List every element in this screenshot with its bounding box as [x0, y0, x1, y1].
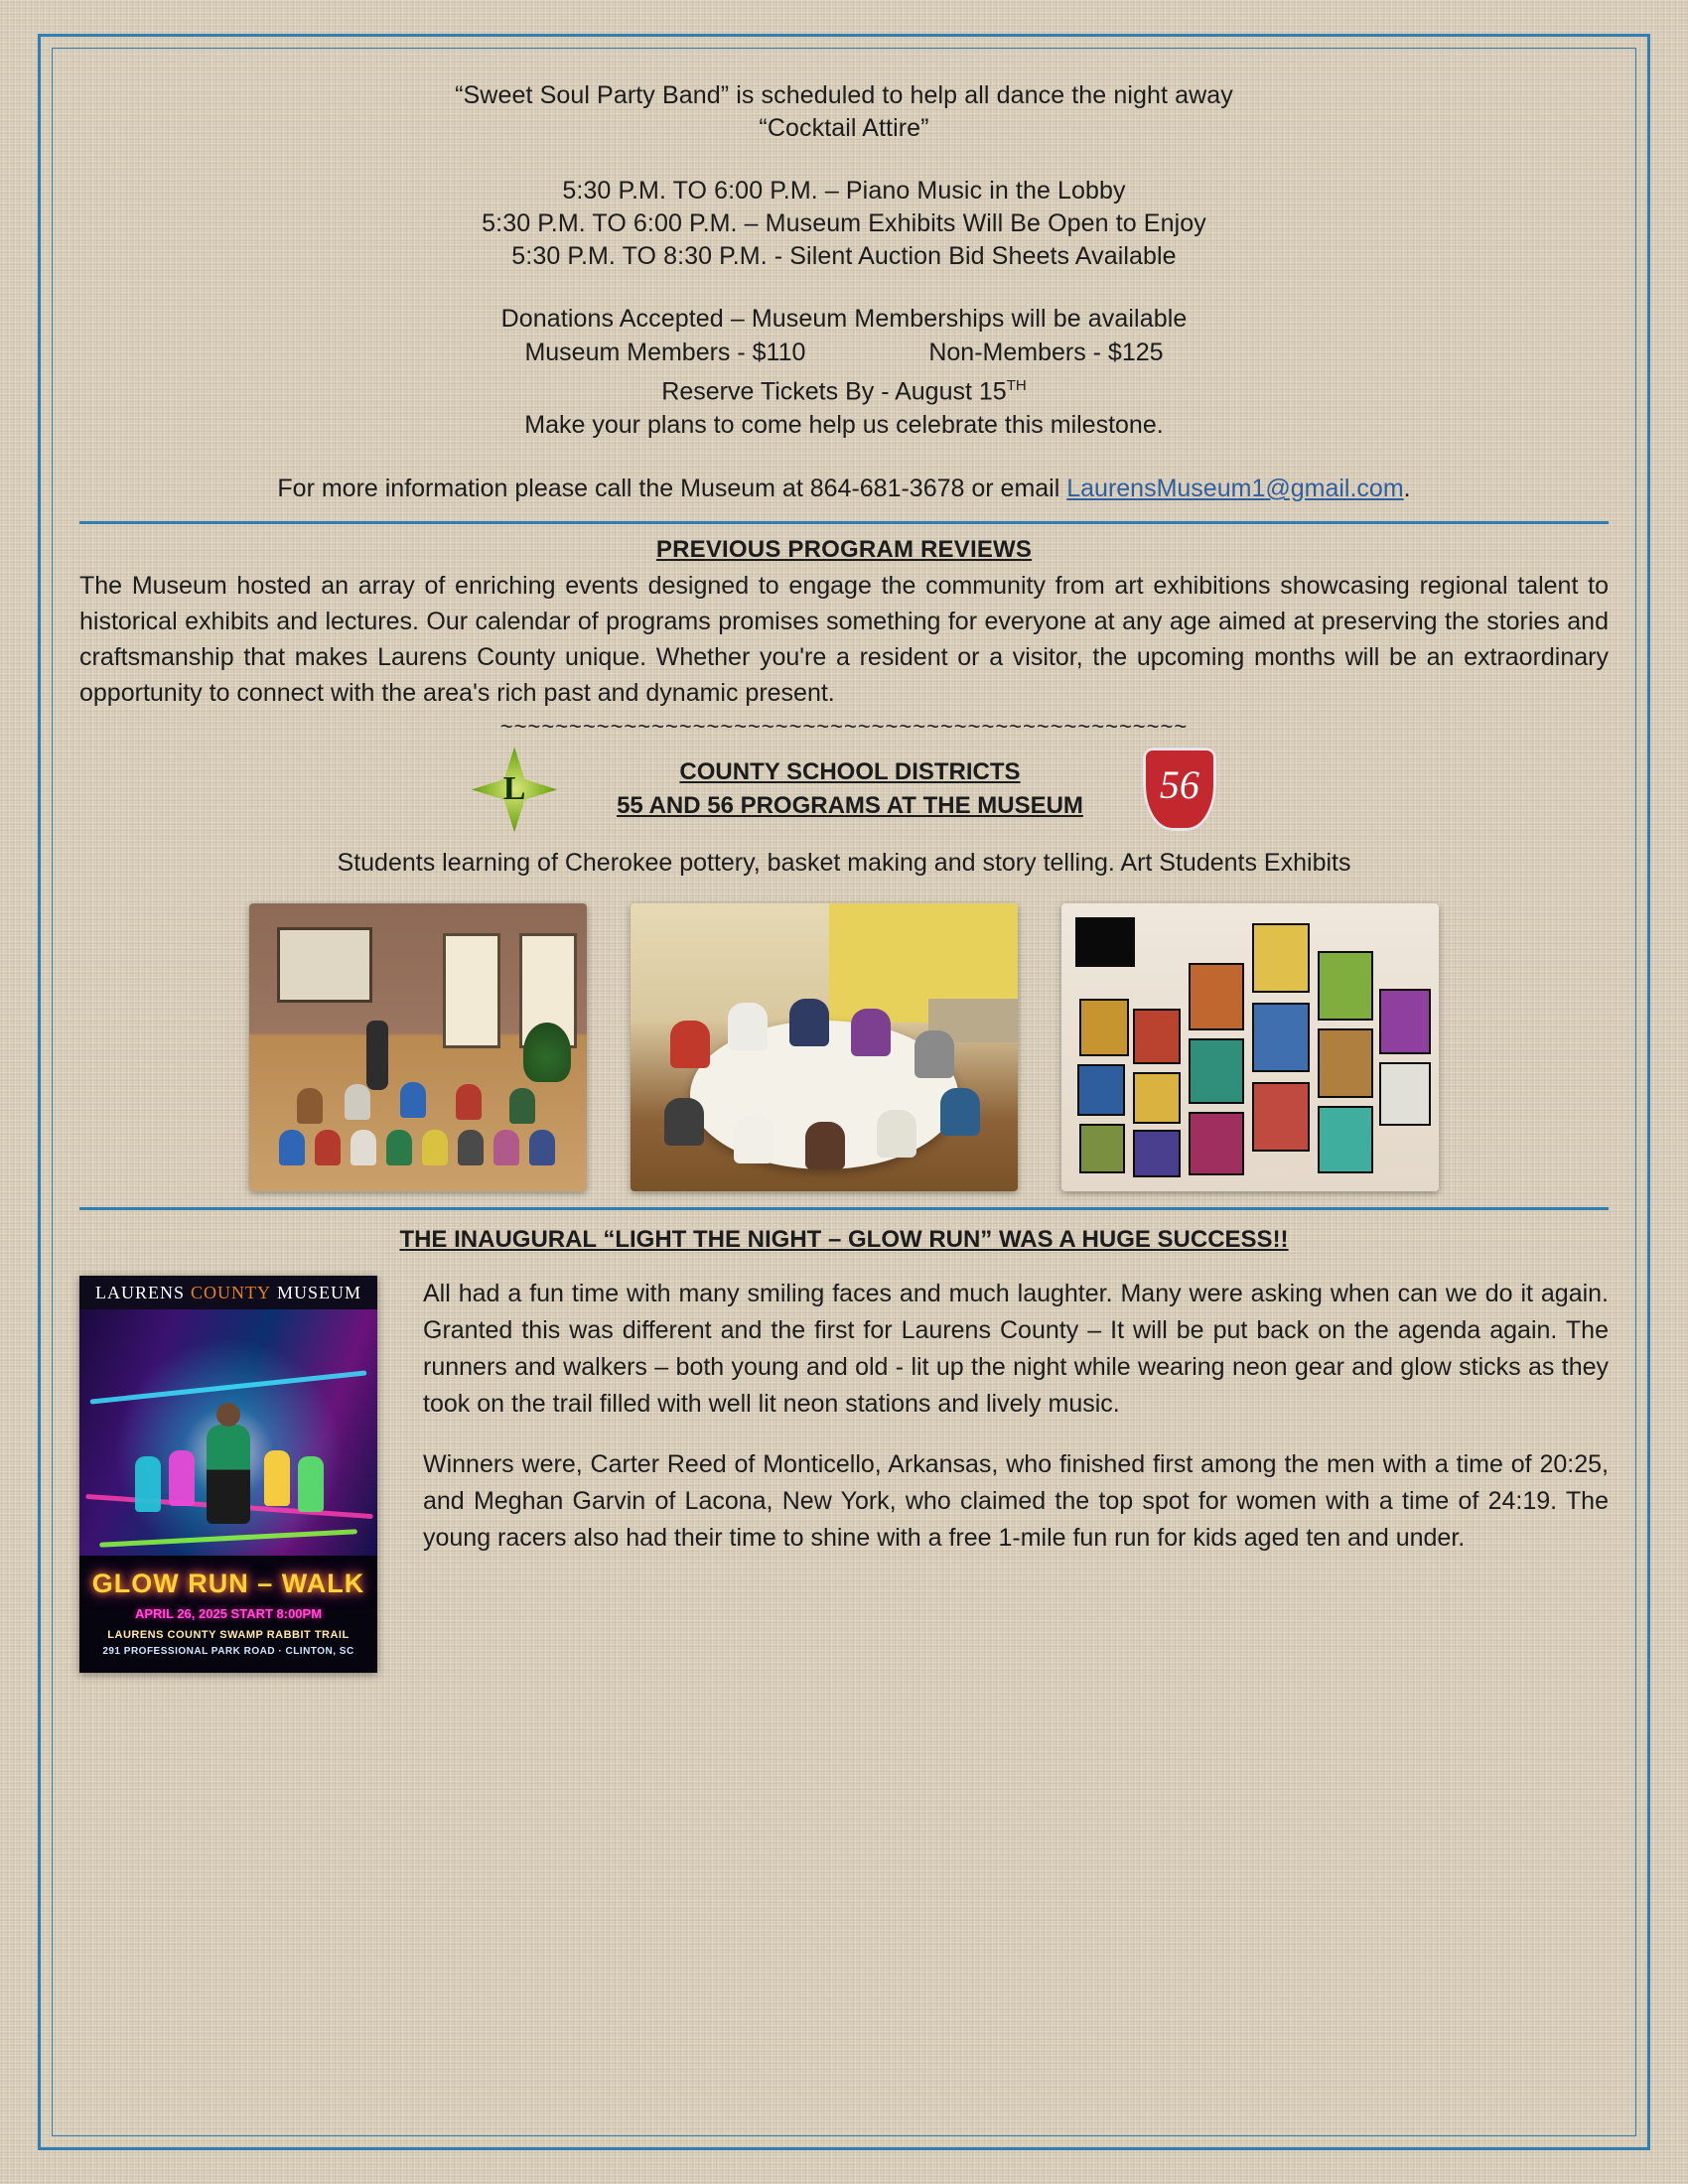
reserve-line-suffix: TH — [1006, 377, 1027, 394]
districts-title-line2: 55 AND 56 PROGRAMS AT THE MUSEUM — [617, 792, 1083, 820]
glow-run-text — [423, 1276, 1609, 1557]
poster-title: GLOW RUN – WALK — [91, 1569, 365, 1599]
laurens-55-diamond-logo-icon — [472, 747, 557, 832]
contact-period: . — [1403, 475, 1411, 503]
poster-date-line: APRIL 26, 2025 START 8:00PM — [134, 1606, 323, 1622]
celebrate-line: Make your plans to come help us celebrate this milestone. — [524, 411, 1164, 440]
tilde-divider: ~~~~~~~~~~~~~~~~~~~~~~~~~~~~~~~~~~~~~~~~~~~~~~~~~~ — [499, 717, 1189, 738]
donations-line: Donations Accepted – Museum Memberships will be available — [500, 305, 1188, 333]
photo-students-at-table — [631, 903, 1018, 1191]
poster-address-line: 291 PROFESSIONAL PARK ROAD · CLINTON, SC — [102, 1646, 354, 1658]
contact-line — [79, 472, 1609, 505]
poster-banner-word1: LAURENS — [94, 1282, 185, 1302]
museum-email-link[interactable]: LaurensMuseum1@gmail.com — [1066, 475, 1404, 503]
districts-title-line1: COUNTY SCHOOL DISTRICTS — [679, 758, 1021, 786]
reviews-body: The Museum hosted an array of enriching events designed to engage the community from art exhibitions showcasing regional talent to historical exhibits and lectures. Our calendar of programs promises something for everyone at any age aimed at preserving the stories and craftsmanship that makes Laurens County unique. Whether you're a resident or a visitor, the upcoming months will be an extraordinary opportunity to connect with the area's rich past and dynamic present. — [79, 572, 1609, 708]
logo-letter: L — [502, 770, 526, 808]
page-content — [79, 79, 1609, 1673]
poster-banner — [79, 1276, 377, 1309]
poster-runner-figure — [207, 1425, 250, 1524]
glow-run-heading: THE INAUGURAL “LIGHT THE NIGHT – GLOW RUN” WAS A HUGE SUCCESS!! — [399, 1226, 1289, 1254]
glow-run-section — [79, 1276, 1609, 1673]
contact-text: For more information please call the Museum at 864-681-3678 or email — [277, 475, 1067, 503]
attire-line: “Cocktail Attire” — [759, 114, 929, 142]
schedule-line-1: 5:30 P.M. TO 6:00 P.M. – Piano Music in the Lobby — [562, 177, 1126, 205]
poster-banner-word3: MUSEUM — [277, 1282, 362, 1302]
glow-run-paragraph-1: All had a fun time with many smiling faces and much laughter. Many were asking when can we do it again. Granted this was different and the first for Laurens County – It will be put back on the agenda again. The runners and walkers – both young and old - lit up the night while wearing neon gear and glow sticks as they took on the trail filled with well lit neon stations and lively music. — [423, 1280, 1609, 1419]
district-56-shield-logo-icon — [1143, 748, 1216, 831]
reserve-line — [79, 369, 1609, 408]
price-nonmembers: Non-Members - $125 — [928, 339, 1164, 366]
poster-venue-line: LAURENS COUNTY SWAMP RABBIT TRAIL — [107, 1629, 350, 1642]
price-members: Museum Members - $110 — [524, 339, 806, 366]
glow-run-paragraph-2: Winners were, Carter Reed of Monticello, Arkansas, who finished first among the men with a time of 20:25, and Meghan Garvin of Lacona, New York, who claimed the top spot for women with a time of 24:19. The young racers also had their time to shine with a free 1-mile fun run for kids aged ten and under. — [423, 1450, 1609, 1553]
photo-art-gallery-wall — [1061, 903, 1439, 1191]
photo-students-on-floor — [249, 903, 587, 1191]
schedule-line-2: 5:30 P.M. TO 6:00 P.M. – Museum Exhibits Will Be Open to Enjoy — [482, 209, 1206, 237]
reviews-heading: PREVIOUS PROGRAM REVIEWS — [655, 536, 1033, 564]
logo-number: 56 — [1159, 761, 1199, 807]
poster-banner-word2: COUNTY — [191, 1282, 271, 1302]
glow-run-poster-image — [79, 1276, 377, 1673]
reserve-line-text: Reserve Tickets By - August 15 — [661, 377, 1007, 406]
program-photo-row — [79, 903, 1609, 1191]
divider-rule-top — [79, 521, 1609, 524]
pricing-row — [79, 336, 1609, 369]
school-districts-header — [79, 747, 1609, 832]
band-line: “Sweet Soul Party Band” is scheduled to help all dance the night away — [455, 81, 1233, 109]
students-activities-line: Students learning of Cherokee pottery, basket making and story telling. Art Students Exhibits — [337, 849, 1351, 878]
divider-rule-bottom — [79, 1207, 1609, 1210]
districts-title — [617, 755, 1083, 823]
schedule-line-3: 5:30 P.M. TO 8:30 P.M. - Silent Auction Bid Sheets Available — [511, 242, 1177, 270]
